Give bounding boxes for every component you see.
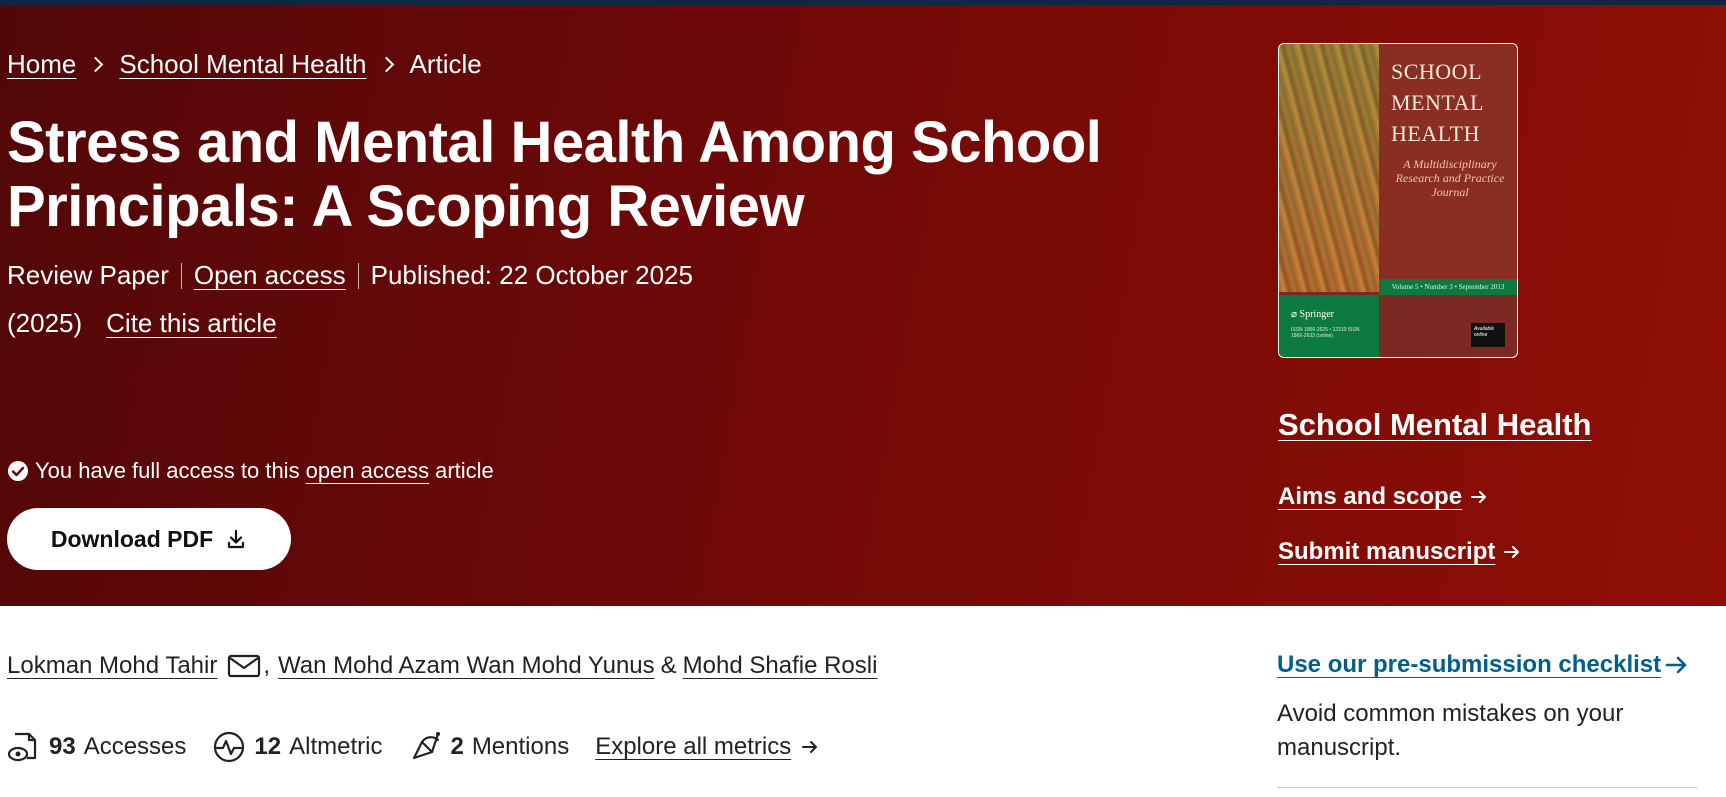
cover-artwork [1279, 44, 1379, 292]
arrow-right-icon [801, 738, 819, 756]
cover-title-line: HEALTH [1391, 121, 1480, 146]
mentions-icon [408, 730, 442, 764]
accesses-label: Accesses [83, 733, 187, 760]
checklist-link[interactable]: Use our pre-submission checklist [1277, 651, 1662, 678]
download-pdf-label: Download PDF [50, 525, 214, 552]
cover-publisher-panel [1279, 295, 1379, 357]
aims-scope [1278, 483, 1488, 511]
published-date: Published: 22 October 2025 [370, 260, 693, 290]
access-notice [7, 458, 494, 484]
author-separator: & [660, 652, 677, 679]
aims-scope-link[interactable]: Aims and scope [1278, 483, 1463, 510]
breadcrumb [7, 49, 482, 80]
mail-icon[interactable] [227, 653, 261, 679]
altmetric-count: 12 [254, 733, 282, 760]
author-list [7, 652, 877, 680]
breadcrumb-journal[interactable]: School Mental Health [119, 49, 367, 79]
check-circle-icon [7, 460, 29, 482]
metric-accesses [7, 730, 186, 764]
download-icon [225, 528, 247, 550]
divider [181, 263, 182, 289]
accesses-count: 93 [49, 733, 76, 760]
article-meta-secondary [7, 308, 277, 339]
author-link[interactable]: Mohd Shafie Rosli [682, 652, 878, 679]
cover-publisher-name: Springer [1299, 309, 1334, 320]
chevron-right-icon [88, 57, 104, 73]
breadcrumb-current: Article [409, 49, 482, 79]
access-notice-link[interactable]: open access [305, 458, 430, 483]
journal-cover[interactable] [1278, 43, 1518, 358]
article-title: Stress and Mental Health Among School Principals: A Scoping Review [7, 110, 1102, 239]
download-pdf-button[interactable] [7, 508, 291, 570]
arrow-right-icon [1503, 543, 1521, 561]
altmetric-icon [212, 730, 246, 764]
cover-title-line: SCHOOL [1391, 59, 1483, 84]
open-access-link[interactable]: Open access [193, 260, 346, 290]
article-metrics [7, 730, 819, 764]
divider [358, 263, 359, 289]
access-notice-suffix: article [435, 458, 494, 483]
cover-title-line: MENTAL [1391, 90, 1484, 115]
author-link[interactable]: Wan Mohd Azam Wan Mohd Yunus [278, 652, 655, 679]
arrow-right-icon [1665, 654, 1689, 676]
metric-altmetric [212, 730, 382, 764]
cover-publisher: ⌀ Springer [1291, 309, 1334, 320]
chevron-right-icon [378, 57, 394, 73]
article-type: Review Paper [7, 260, 169, 290]
submit-manuscript [1278, 538, 1521, 566]
arrow-right-icon [1470, 488, 1488, 506]
accesses-icon [7, 730, 41, 764]
cite-article-link[interactable]: Cite this article [106, 308, 277, 338]
altmetric-label: Altmetric [289, 733, 383, 760]
author-link[interactable]: Lokman Mohd Tahir [7, 652, 218, 679]
cover-title [1391, 56, 1515, 149]
author-separator: , [263, 652, 271, 679]
explore-metrics-link[interactable]: Explore all metrics [595, 733, 792, 760]
cover-subtitle: A Multidisciplinary Research and Practice Journal [1395, 157, 1505, 199]
mentions-count: 2 [450, 733, 464, 760]
article-hero [0, 5, 1726, 606]
breadcrumb-home[interactable]: Home [7, 49, 77, 79]
submit-manuscript-link[interactable]: Submit manuscript [1278, 538, 1496, 565]
cover-online-badge: Available online [1471, 323, 1505, 347]
cover-issn: ISSN 1866-2625 • 12310 ISSN 1866-2633 (online) [1291, 327, 1360, 339]
pre-submission-checklist [1277, 651, 1689, 679]
metric-mentions [408, 730, 569, 764]
article-meta [7, 260, 693, 291]
cover-volume-band: Volume 5 • Number 3 • September 2013 [1379, 279, 1517, 295]
divider [1277, 787, 1697, 788]
access-notice-prefix: You have full access to this [35, 458, 300, 483]
checklist-description: Avoid common mistakes on your manuscript. [1277, 700, 1624, 761]
explore-metrics [595, 733, 819, 761]
journal-name-link[interactable]: School Mental Health [1278, 407, 1592, 442]
article-year: (2025) [7, 308, 83, 338]
mentions-label: Mentions [471, 733, 570, 760]
